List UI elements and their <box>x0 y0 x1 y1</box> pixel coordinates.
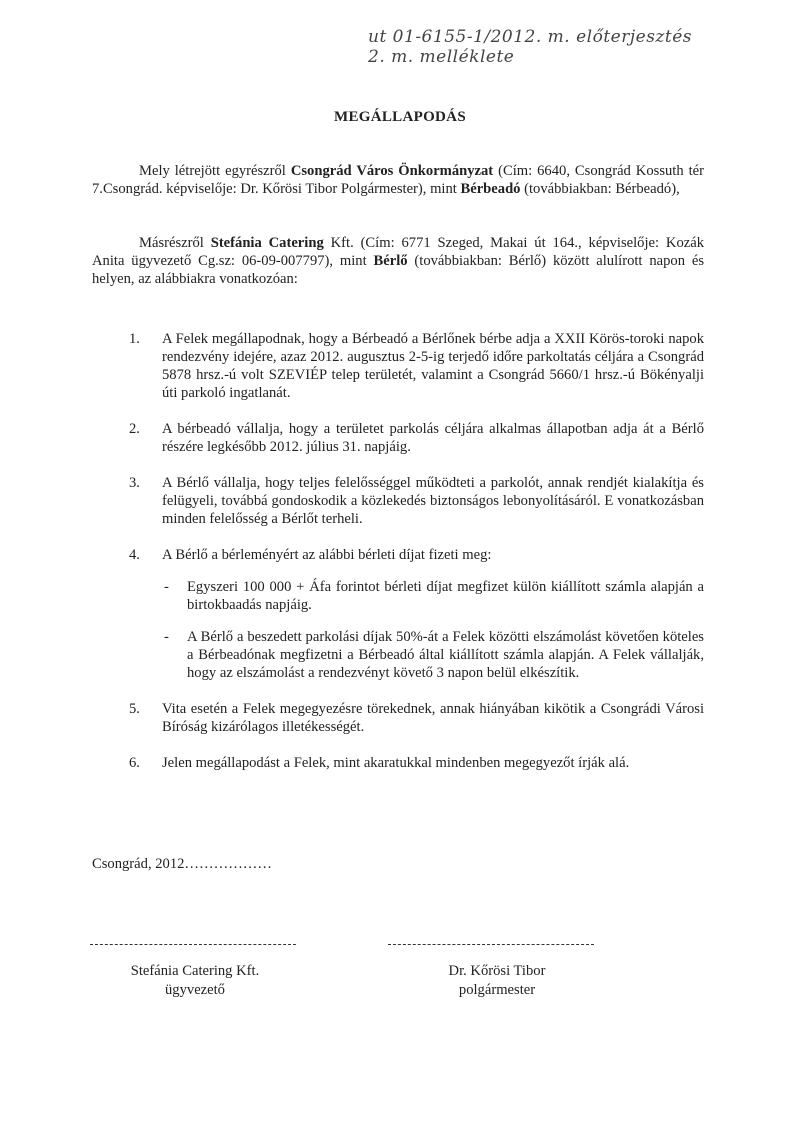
signature-block-lessor <box>392 962 602 1000</box>
clause-item <box>92 754 704 772</box>
clause-item <box>92 474 704 528</box>
signatory-role: polgármester <box>458 982 536 998</box>
clause-text: Vita esetén a Felek megegyezésre törekednek, annak hiányában kikötik a Csongrádi Városi Bíróság kizárólagos illetékességét. <box>162 701 704 735</box>
party-lessor-name: Csongrád Város Önkormányzat <box>290 163 494 179</box>
clause-number: 6. <box>129 755 140 771</box>
clause-number: 5. <box>129 701 140 717</box>
clause-number: 4. <box>129 547 140 563</box>
intro1-text-a: Mely létrejött egyrészről <box>139 163 291 179</box>
sub-item-dash: - <box>164 579 169 595</box>
intro-paragraph-1 <box>92 162 704 198</box>
intro2-text-c: Kft. (Cím: 6771 Szeged, Makai út 164., képviselője: Kozák Anita ügyvezető Cg.sz: 06-09-007797), mint <box>92 235 704 269</box>
intro-paragraph-2 <box>92 234 704 288</box>
clause-body <box>162 546 704 682</box>
intro2-text-e: (továbbiakban: Bérlő) között alulírott napon és helyen, az alábbiakra vonatkozóan: <box>92 253 704 287</box>
sub-item <box>162 578 704 614</box>
place-date-line: Csongrád, 2012……………… <box>92 856 272 872</box>
clause-number: 2. <box>129 421 140 437</box>
clause-item <box>92 330 704 402</box>
signature-line-lessee <box>90 944 296 945</box>
role-lessor: Bérbeadó <box>460 181 521 197</box>
signatory-role: ügyvezető <box>165 982 225 998</box>
clause-text: A Felek megállapodnak, hogy a Bérbeadó a Bérlőnek bérbe adja a XXII Körös-toroki napok rendezvény idejére, azaz 2012. augusztus 2-5-ig terjedő időre parkoltatás céljára a Csongrád 5878 hrsz.-ú volt SZEVIÉP telep területét, valamint a Csongrád 5660/1 hrsz.-ú Bökényalji úti parkoló ingatlanát. <box>162 331 704 401</box>
signatory-name: Dr. Kőrösi Tibor <box>448 963 546 979</box>
clause-item <box>92 420 704 456</box>
clause-text: A bérbeadó vállalja, hogy a területet parkolás céljára alkalmas állapotban adja át a Bérlő részére legkésőbb 2012. július 31. napjáig. <box>162 421 704 455</box>
signature-line-lessor <box>388 944 594 945</box>
clause-list <box>92 330 704 772</box>
handwritten-annotation-line2: 2. m. melléklete <box>368 47 515 67</box>
sub-item-text: A Bérlő a beszedett parkolási díjak 50%-át a Felek közötti elszámolást követően köteles a Bérbeadónak megfizetni a Bérbeadó által kiállított számla alapján. A Felek vállalják, hogy az elszámolást a rendezvényt követő 3 napon belül elkészítik. <box>187 629 704 681</box>
signature-block-lessee <box>90 962 300 1000</box>
intro1-text-c: (Cím: 6640, Csongrád Kossuth tér 7.Csongrád. képviselője: Dr. Kőrösi Tibor Polgármester), mint <box>92 163 704 197</box>
sub-item-text: Egyszeri 100 000 + Áfa forintot bérleti díjat megfizet külön kiállított számla alapján a birtokbaadás napjáig. <box>187 579 704 613</box>
role-lessee: Bérlő <box>373 253 408 269</box>
party-lessee-name: Stefánia Catering <box>210 235 324 251</box>
clause-number: 3. <box>129 475 140 491</box>
handwritten-annotation-line1: ut 01-6155-1/2012. m. előterjesztés <box>368 27 692 47</box>
intro1-text-e: (továbbiakban: Bérbeadó), <box>520 181 680 197</box>
clause-text: A Bérlő vállalja, hogy teljes felelősséggel működteti a parkolót, annak rendjét kialakítja és felügyeli, továbbá gondoskodik a közlekedés biztonságos lebonyolításáról. E vonatkozásban minden felelősség a Bérlőt terheli. <box>162 475 704 527</box>
sub-item <box>162 628 704 682</box>
clause-number: 1. <box>129 331 140 347</box>
clause-text: A Bérlő a bérleményért az alábbi bérleti díjat fizeti meg: <box>162 547 492 563</box>
sub-item-dash: - <box>164 629 169 645</box>
intro2-text-a: Másrészről <box>139 235 211 251</box>
signatory-name: Stefánia Catering Kft. <box>130 963 260 979</box>
clause-text: Jelen megállapodást a Felek, mint akaratukkal mindenben megegyezőt írják alá. <box>162 755 630 771</box>
clause-item <box>92 700 704 736</box>
document-title: MEGÁLLAPODÁS <box>334 109 466 125</box>
clause-item <box>92 546 704 682</box>
